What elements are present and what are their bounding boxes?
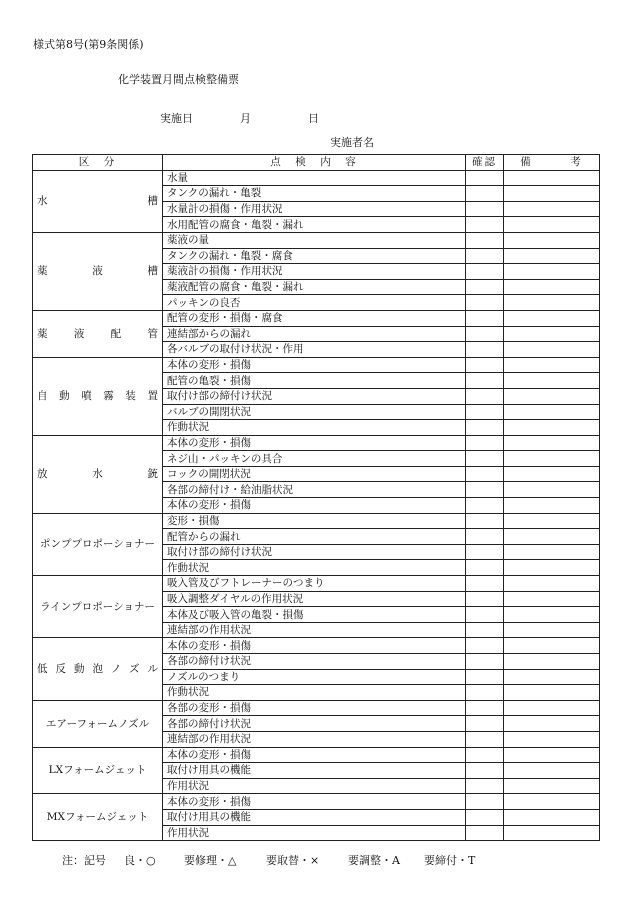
inspection-item-cell: 本体の変形・損傷 [163,357,466,373]
inspection-item-cell: 本体及び吸入管の亀裂・損傷 [163,607,466,623]
category-cell: ラインプロポーショナー [33,576,163,638]
remarks-cell[interactable] [504,373,600,389]
remarks-cell[interactable] [504,747,600,763]
confirm-cell[interactable] [466,669,504,685]
inspection-item-cell: ネジ山・パッキンの具合 [163,451,466,467]
confirm-cell[interactable] [466,248,504,264]
confirm-cell[interactable] [466,388,504,404]
confirm-cell[interactable] [466,716,504,732]
header-confirm: 確認 [466,155,504,171]
inspection-item-cell: タンクの漏れ・亀裂・腐食 [163,248,466,264]
remarks-cell[interactable] [504,170,600,186]
remarks-cell[interactable] [504,700,600,716]
remarks-cell[interactable] [504,466,600,482]
inspection-item-cell: 水量計の損傷・作用状況 [163,201,466,217]
inspection-item-cell: 連結部の作用状況 [163,622,466,638]
confirm-cell[interactable] [466,794,504,810]
confirm-cell[interactable] [466,279,504,295]
date-label: 実施日 [160,112,193,125]
table-row [33,576,600,592]
confirm-cell[interactable] [466,373,504,389]
remarks-cell[interactable] [504,420,600,436]
table-row [33,638,600,654]
confirm-cell[interactable] [466,825,504,841]
remarks-cell[interactable] [504,731,600,747]
legend-good: 良・○ [124,854,156,867]
confirm-cell[interactable] [466,778,504,794]
category-cell: 薬液配管 [33,310,163,357]
inspection-item-cell: 各部の締付け状況 [163,716,466,732]
inspection-item-cell: ノズルのつまり [163,669,466,685]
table-row [33,700,600,716]
category-cell: エアーフォームノズル [33,700,163,747]
remarks-cell[interactable] [504,326,600,342]
confirm-cell[interactable] [466,747,504,763]
legend-note [62,852,475,868]
category-cell: 放水銃 [33,435,163,513]
inspection-item-cell: 各部の締付け・給油脂状況 [163,482,466,498]
inspector-name-label: 実施者名 [330,136,374,149]
confirm-cell[interactable] [466,264,504,280]
remarks-cell[interactable] [504,763,600,779]
confirm-cell[interactable] [466,654,504,670]
inspection-table [32,154,600,841]
inspection-item-cell: 配管の亀裂・損傷 [163,373,466,389]
remarks-cell[interactable] [504,217,600,233]
page-title: 化学装置月間点検整備票 [118,73,239,86]
remarks-cell[interactable] [504,544,600,560]
confirm-cell[interactable] [466,217,504,233]
inspection-item-cell: 連結部の作用状況 [163,731,466,747]
note-label: 注：記号 [62,854,106,867]
table-row [33,794,600,810]
confirm-cell[interactable] [466,560,504,576]
inspection-item-cell: 各部の締付け状況 [163,654,466,670]
table-body [33,170,600,841]
category-cell: 薬液槽 [33,232,163,310]
remarks-cell[interactable] [504,825,600,841]
confirm-cell[interactable] [466,607,504,623]
confirm-cell[interactable] [466,170,504,186]
table-row [33,232,600,248]
remarks-cell[interactable] [504,342,600,358]
confirm-cell[interactable] [466,638,504,654]
confirm-cell[interactable] [466,576,504,592]
day-label: 日 [308,112,319,125]
confirm-cell[interactable] [466,326,504,342]
category-cell: 水槽 [33,170,163,232]
header-item: 点 検 内 容 [163,155,466,171]
remarks-cell[interactable] [504,794,600,810]
header-remarks: 備 考 [504,155,600,171]
confirm-cell[interactable] [466,763,504,779]
remarks-cell[interactable] [504,591,600,607]
inspection-item-cell: タンクの漏れ・亀裂 [163,186,466,202]
remarks-cell[interactable] [504,232,600,248]
table-row [33,435,600,451]
remarks-cell[interactable] [504,388,600,404]
inspection-item-cell: コックの開閉状況 [163,466,466,482]
confirm-cell[interactable] [466,186,504,202]
confirm-cell[interactable] [466,685,504,701]
remarks-cell[interactable] [504,451,600,467]
confirm-cell[interactable] [466,544,504,560]
inspection-item-cell: 薬液配管の腐食・亀裂・漏れ [163,279,466,295]
confirm-cell[interactable] [466,295,504,311]
inspection-item-cell: 本体の変形・損傷 [163,794,466,810]
legend-repair: 要修理・△ [184,854,237,867]
inspection-item-cell: 作用状況 [163,825,466,841]
inspection-item-cell: パッキンの良否 [163,295,466,311]
remarks-cell[interactable] [504,295,600,311]
inspection-item-cell: 本体の変形・損傷 [163,638,466,654]
table-row [33,310,600,326]
inspection-item-cell: 水量 [163,170,466,186]
inspection-item-cell: 本体の変形・損傷 [163,498,466,514]
inspection-item-cell: 薬液計の損傷・作用状況 [163,264,466,280]
inspection-item-cell: 水用配管の腐食・亀裂・漏れ [163,217,466,233]
remarks-cell[interactable] [504,264,600,280]
inspection-item-cell: 本体の変形・損傷 [163,435,466,451]
inspection-item-cell: 作用状況 [163,778,466,794]
inspection-item-cell: 取付け用具の機能 [163,763,466,779]
remarks-cell[interactable] [504,279,600,295]
month-label: 月 [240,112,251,125]
confirm-cell[interactable] [466,310,504,326]
remarks-cell[interactable] [504,638,600,654]
table-row [33,747,600,763]
category-cell: MXフォームジェット [33,794,163,841]
confirm-cell[interactable] [466,435,504,451]
inspection-item-cell: 取付け用具の機能 [163,809,466,825]
legend-tighten: 要締付・T [424,854,476,867]
remarks-cell[interactable] [504,201,600,217]
legend-adjust: 要調整・A [348,854,400,867]
legend-replace: 要取替・× [266,854,320,867]
implementation-date [160,110,319,126]
remarks-cell[interactable] [504,560,600,576]
category-cell: 低反動泡ノズル [33,638,163,700]
confirm-cell[interactable] [466,498,504,514]
table-row [33,170,600,186]
remarks-cell[interactable] [504,186,600,202]
inspection-item-cell: 取付け部の締付け状況 [163,388,466,404]
inspection-item-cell: 変形・損傷 [163,513,466,529]
inspection-item-cell: 吸入調整ダイヤルの作用状況 [163,591,466,607]
confirm-cell[interactable] [466,622,504,638]
inspection-item-cell: 吸入管及びフトレーナーのつまり [163,576,466,592]
confirm-cell[interactable] [466,357,504,373]
table-row [33,513,600,529]
remarks-cell[interactable] [504,576,600,592]
remarks-cell[interactable] [504,513,600,529]
form-number: 様式第8号(第9条関係) [33,38,144,51]
category-cell: ポンププロポーショナー [33,513,163,575]
inspection-item-cell: 連結部からの漏れ [163,326,466,342]
inspection-item-cell: 各バルブの取付け状況・作用 [163,342,466,358]
confirm-cell[interactable] [466,451,504,467]
remarks-cell[interactable] [504,669,600,685]
inspection-item-cell: 配管からの漏れ [163,529,466,545]
remarks-cell[interactable] [504,310,600,326]
confirm-cell[interactable] [466,700,504,716]
inspection-item-cell: 本体の変形・損傷 [163,747,466,763]
inspection-item-cell: バルブの開閉状況 [163,404,466,420]
remarks-cell[interactable] [504,778,600,794]
remarks-cell[interactable] [504,482,600,498]
remarks-cell[interactable] [504,357,600,373]
confirm-cell[interactable] [466,420,504,436]
confirm-cell[interactable] [466,513,504,529]
inspection-item-cell: 作動状況 [163,685,466,701]
remarks-cell[interactable] [504,716,600,732]
remarks-cell[interactable] [504,607,600,623]
confirm-cell[interactable] [466,809,504,825]
confirm-cell[interactable] [466,482,504,498]
confirm-cell[interactable] [466,232,504,248]
category-cell: LXフォームジェット [33,747,163,794]
table-header-row [33,155,600,171]
category-cell: 自動噴霧装置 [33,357,163,435]
confirm-cell[interactable] [466,466,504,482]
confirm-cell[interactable] [466,591,504,607]
remarks-cell[interactable] [504,404,600,420]
confirm-cell[interactable] [466,201,504,217]
remarks-cell[interactable] [504,685,600,701]
inspection-item-cell: 配管の変形・損傷・腐食 [163,310,466,326]
inspection-item-cell: 薬液の量 [163,232,466,248]
remarks-cell[interactable] [504,248,600,264]
inspection-item-cell: 各部の変形・損傷 [163,700,466,716]
remarks-cell[interactable] [504,654,600,670]
inspection-item-cell: 作動状況 [163,420,466,436]
remarks-cell[interactable] [504,498,600,514]
table-row [33,357,600,373]
header-category: 区 分 [33,155,163,171]
confirm-cell[interactable] [466,342,504,358]
confirm-cell[interactable] [466,529,504,545]
remarks-cell[interactable] [504,622,600,638]
confirm-cell[interactable] [466,731,504,747]
inspection-item-cell: 作動状況 [163,560,466,576]
inspection-item-cell: 取付け部の締付け状況 [163,544,466,560]
remarks-cell[interactable] [504,809,600,825]
remarks-cell[interactable] [504,435,600,451]
remarks-cell[interactable] [504,529,600,545]
confirm-cell[interactable] [466,404,504,420]
